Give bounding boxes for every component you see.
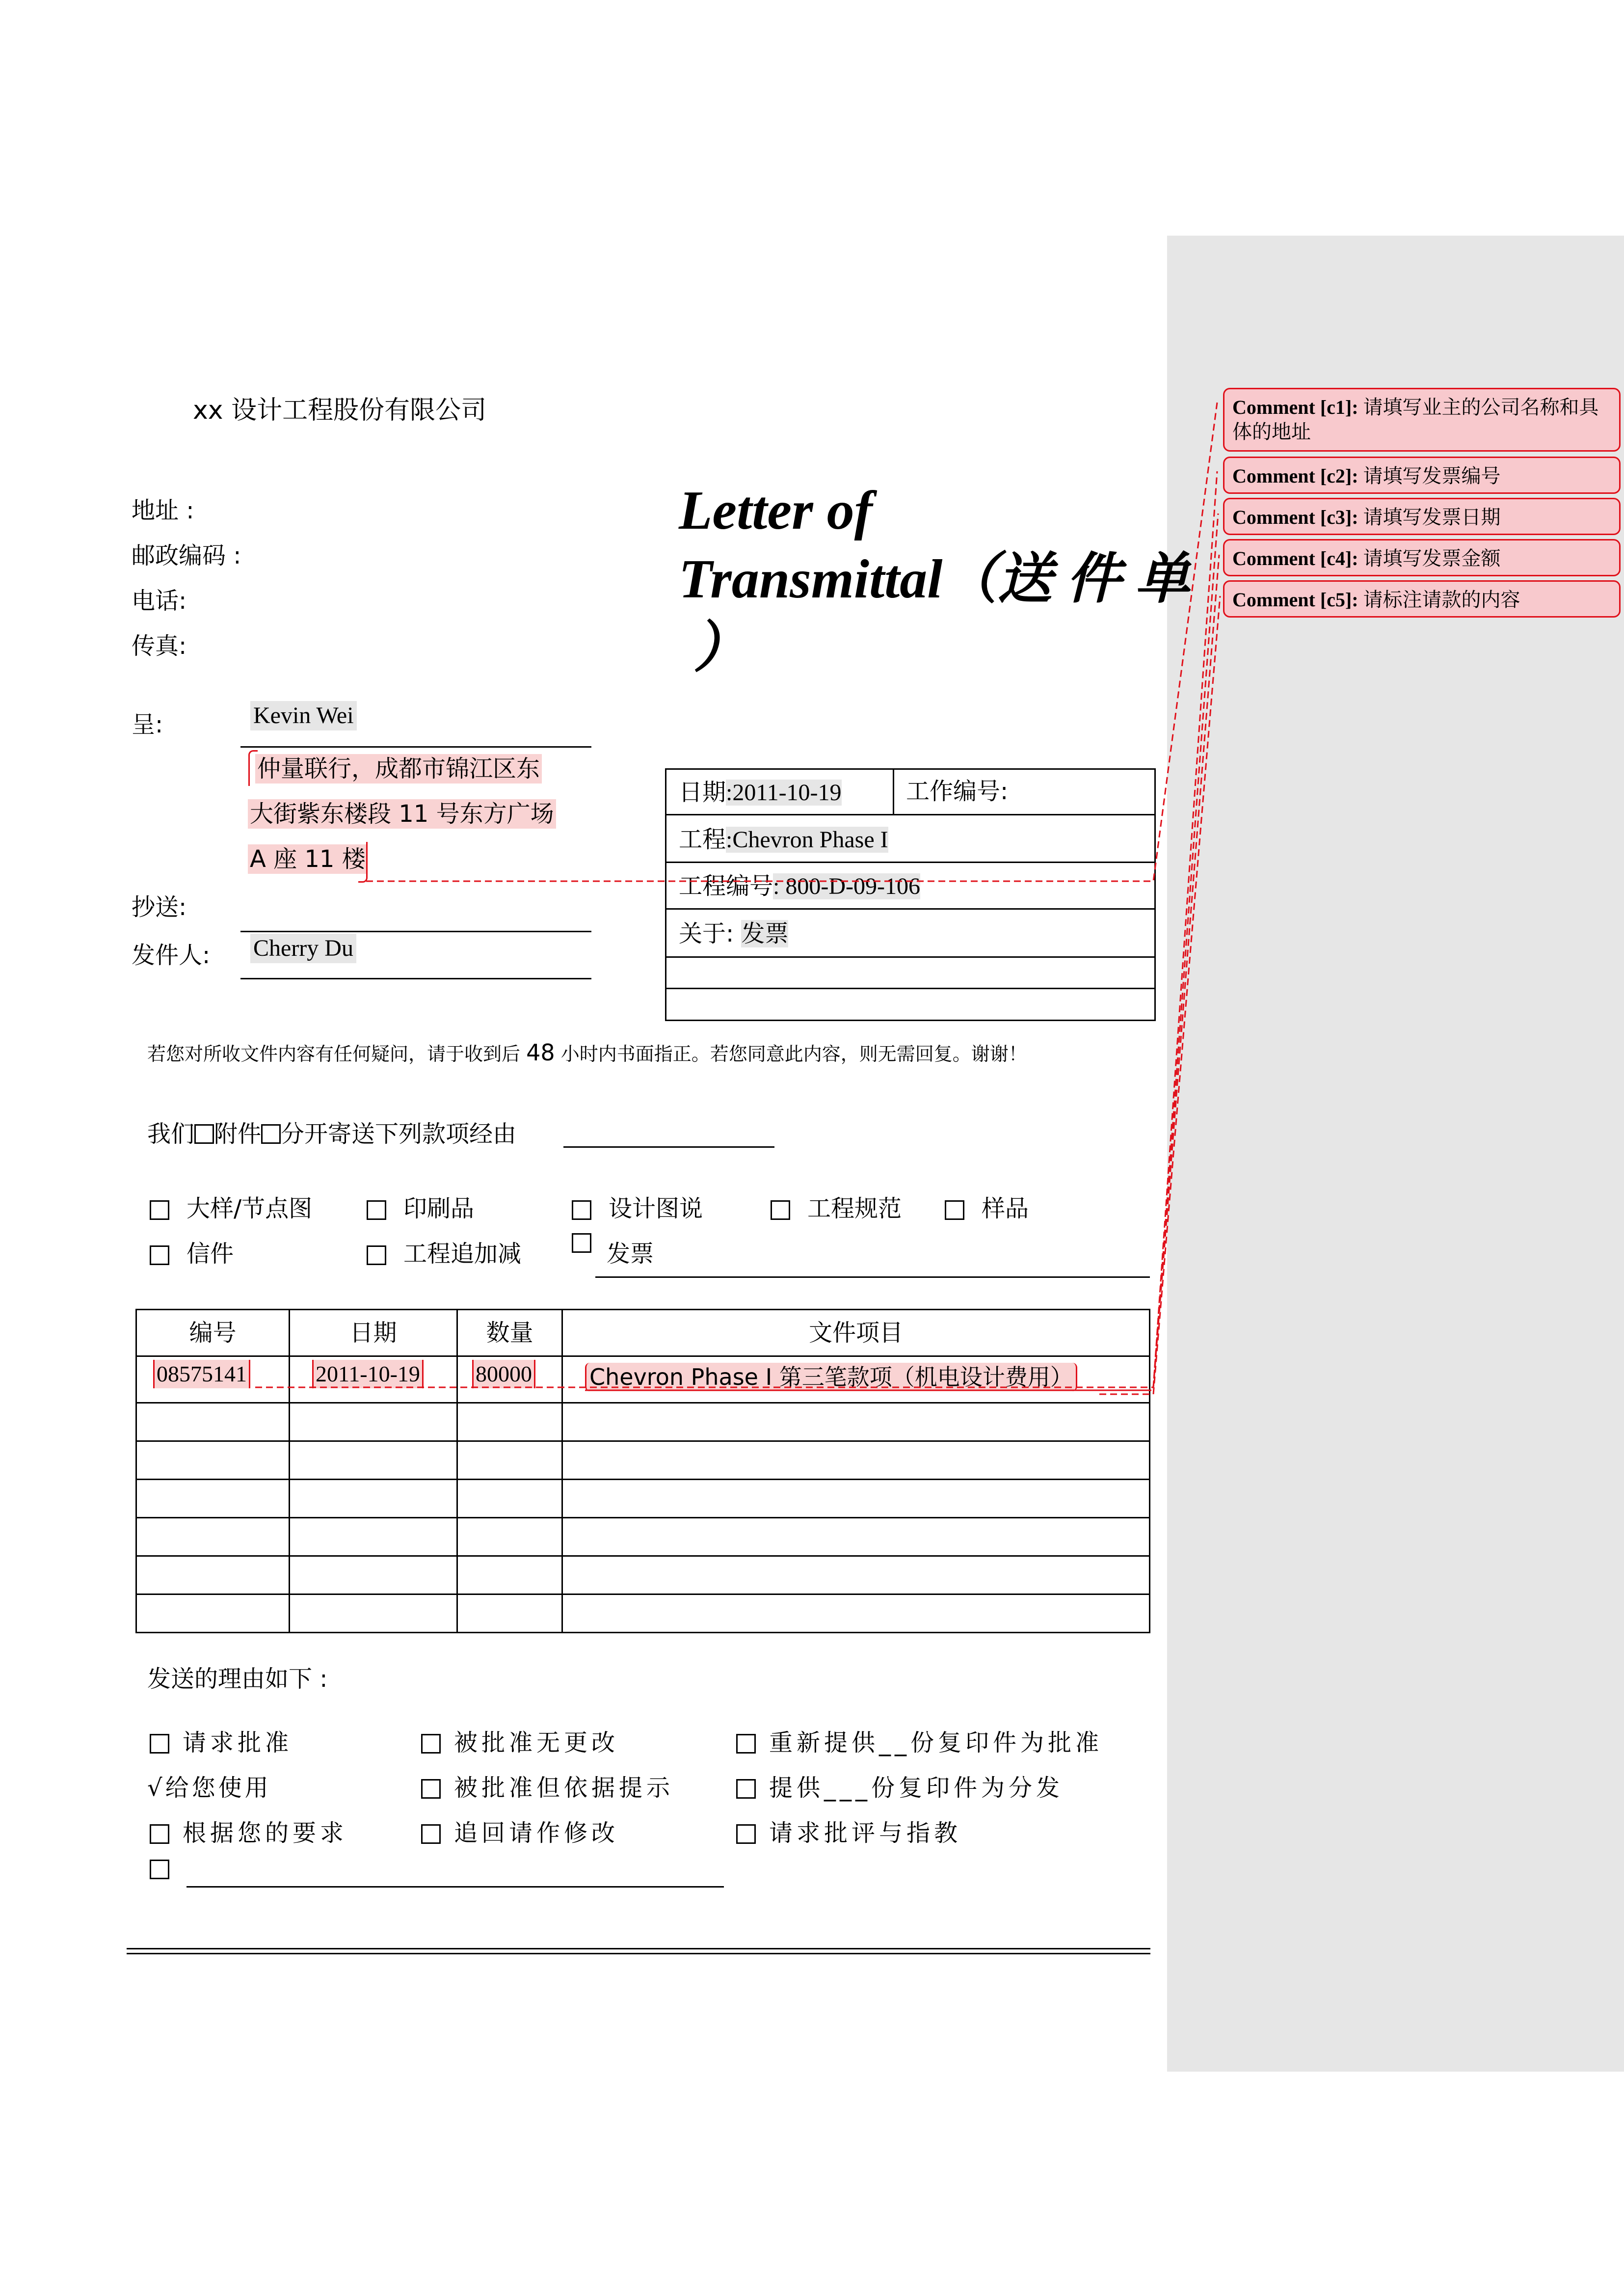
send-via-underline [563, 1146, 774, 1148]
from-label: 发件人: [132, 942, 211, 969]
document-table [135, 1309, 1150, 1633]
table-cell [290, 1480, 457, 1518]
table-cell [290, 1403, 457, 1441]
table-header-number: 编号 [136, 1310, 290, 1356]
item-f-checkbox[interactable] [150, 1245, 169, 1265]
phone-label: 电话: [132, 587, 187, 615]
table-cell [457, 1594, 562, 1633]
info-job-no-label: 工作编号: [906, 778, 1009, 805]
doc-title [679, 476, 1190, 682]
info-about-label: 关于: [679, 920, 742, 947]
table-cell [136, 1518, 290, 1556]
item-b-label: 印刷品 [403, 1195, 475, 1222]
comment-c4-text: 请填写发票金额 [1363, 547, 1501, 569]
table-cell [457, 1518, 562, 1556]
info-date-value[interactable]: :2011-10-19 [726, 780, 842, 806]
doc-title-line2: Transmittal（送 件 单 [679, 549, 1190, 610]
item-g-label: 工程追加减 [403, 1240, 522, 1268]
table-row [136, 1480, 1150, 1518]
item-e-label: 样品 [982, 1195, 1029, 1222]
table-cell [136, 1480, 290, 1518]
comment-c5-text: 请标注请款的内容 [1363, 589, 1520, 611]
reason-2-label: 被批准无更改 [454, 1729, 619, 1756]
table-cell [457, 1480, 562, 1518]
table-cell [457, 1556, 562, 1594]
notice-post: 小时内书面指正。若您同意此内容，则无需回复。谢谢！ [560, 1043, 1027, 1065]
reason-3-checkbox[interactable] [736, 1734, 756, 1754]
table-row [136, 1441, 1150, 1480]
info-box-row-line [665, 908, 1156, 910]
table-cell [562, 1480, 1150, 1518]
send-line [147, 1119, 516, 1149]
comment-c1[interactable] [1223, 388, 1621, 452]
table-row [136, 1403, 1150, 1441]
item-d-label: 工程规范 [807, 1195, 902, 1222]
reason-5-label: 被批准但依据提示 [454, 1774, 674, 1802]
table-cell [562, 1594, 1150, 1633]
reason-1-label: 请求批准 [183, 1729, 293, 1756]
info-box-row-line [665, 862, 1156, 863]
reason-9-checkbox[interactable] [736, 1824, 756, 1844]
attach-checkbox[interactable] [194, 1124, 214, 1144]
footer-rule-top [127, 1948, 1150, 1949]
reason-6-checkbox[interactable] [736, 1779, 756, 1799]
notice-text [147, 1040, 1027, 1067]
info-box-row-line [665, 956, 1156, 958]
table-cell [136, 1594, 290, 1633]
item-h-checkbox[interactable] [572, 1233, 591, 1253]
info-about [679, 919, 788, 948]
reason-8-checkbox[interactable] [421, 1824, 441, 1844]
comment-c5[interactable] [1223, 580, 1621, 618]
reason-9-label: 请求批评与指教 [769, 1819, 962, 1847]
reason-3-label: 重新提供__份复印件为批准 [769, 1729, 1103, 1756]
reason-5-checkbox[interactable] [421, 1779, 441, 1799]
info-project-no [679, 871, 920, 901]
info-box-row-line [665, 988, 1156, 989]
from-name[interactable]: Cherry Du [250, 934, 356, 963]
item-c-checkbox[interactable] [572, 1200, 591, 1220]
comment-c5-tag: Comment [c5]: [1232, 589, 1358, 611]
comment-c2-tag: Comment [c2]: [1232, 465, 1358, 487]
table-cell [290, 1556, 457, 1594]
comment-c1-text: 请填写业主的公司名称和具体的地址 [1232, 396, 1599, 443]
table-cell [562, 1403, 1150, 1441]
send-we: 我们 [147, 1120, 195, 1148]
item-a-label: 大样/节点图 [186, 1195, 313, 1222]
notice-pre: 若您对所收文件内容有任何疑问，请于收到后 [147, 1043, 521, 1065]
send-separate: 分开寄送下列款项经由 [281, 1120, 517, 1148]
info-date-label: 日期 [679, 779, 726, 806]
cc-underline [240, 931, 591, 932]
table-cell [136, 1403, 290, 1441]
item-h-label: 发票 [607, 1240, 654, 1268]
reason-7-label: 根据您的要求 [183, 1819, 348, 1847]
comment-c1-tag: Comment [c1]: [1232, 396, 1358, 418]
comment-c3-text: 请填写发票日期 [1363, 506, 1501, 528]
table-row [136, 1594, 1150, 1633]
item-b-checkbox[interactable] [367, 1200, 386, 1220]
info-about-value[interactable]: 发票 [741, 920, 789, 947]
reason-2-checkbox[interactable] [421, 1734, 441, 1754]
reason-1-checkbox[interactable] [150, 1734, 169, 1754]
address-label: 地址 : [132, 497, 194, 524]
table-header-qty: 数量 [457, 1310, 562, 1356]
reason-4-label: √给您使用 [147, 1774, 271, 1802]
item-g-checkbox[interactable] [367, 1245, 386, 1265]
reason-8-label: 追回请作修改 [454, 1819, 619, 1847]
info-box-row-line [665, 814, 1156, 815]
to-address-line2[interactable]: 大街紫东楼段 11 号东方广场 [248, 799, 556, 829]
doc-title-line3: ） [693, 618, 748, 678]
company-name: xx 设计工程股份有限公司 [193, 396, 487, 425]
table-row [136, 1556, 1150, 1594]
table-row [136, 1518, 1150, 1556]
row1-item[interactable]: Chevron Phase I 第三笔款项（机电设计费用） [585, 1363, 1077, 1391]
table-cell [136, 1556, 290, 1594]
postal-code-label: 邮政编码 : [132, 542, 241, 569]
comment-c4-tag: Comment [c4]: [1232, 547, 1358, 569]
table-cell [290, 1594, 457, 1633]
info-project-label: 工程 [679, 826, 726, 853]
comment-c3-tag: Comment [c3]: [1232, 506, 1358, 528]
info-project-value[interactable]: :Chevron Phase I [726, 827, 888, 853]
to-label: 呈: [132, 711, 163, 738]
to-name[interactable]: Kevin Wei [250, 701, 357, 730]
table-header-date: 日期 [290, 1310, 457, 1356]
reason-7-checkbox[interactable] [150, 1824, 169, 1844]
doc-title-line1: Letter of [679, 480, 873, 541]
row1-qty[interactable]: 80000 [472, 1360, 535, 1388]
reasons-title: 发送的理由如下 : [147, 1665, 328, 1693]
row1-date[interactable]: 2011-10-19 [312, 1360, 424, 1388]
item-other-underline [595, 1276, 1150, 1278]
comment-c4[interactable] [1223, 539, 1621, 576]
fax-label: 传真: [132, 632, 187, 660]
item-a-checkbox[interactable] [150, 1200, 169, 1220]
comment-c3[interactable] [1223, 498, 1621, 535]
notice-hours: 48 [526, 1039, 555, 1066]
info-date [679, 778, 842, 808]
table-cell [457, 1441, 562, 1480]
item-f-label: 信件 [186, 1240, 234, 1268]
comment-c2-text: 请填写发票编号 [1363, 465, 1501, 487]
to-name-underline [240, 746, 591, 748]
info-box-vdivider [893, 768, 894, 815]
reason-other-checkbox[interactable] [150, 1860, 169, 1879]
from-underline [240, 978, 591, 979]
info-project-no-label: 工程编号 [679, 872, 773, 900]
table-cell [562, 1518, 1150, 1556]
footer-rule-bottom [127, 1953, 1150, 1954]
item-c-label: 设计图说 [609, 1195, 703, 1222]
to-address-line1[interactable]: 仲量联行，成都市锦江区东 [255, 754, 542, 783]
item-e-checkbox[interactable] [945, 1200, 964, 1220]
table-header-item: 文件项目 [562, 1310, 1150, 1356]
info-project [679, 825, 888, 855]
table-cell [562, 1441, 1150, 1480]
reason-6-label: 提供___份复印件为分发 [769, 1774, 1064, 1802]
reason-other-underline [186, 1886, 724, 1888]
table-cell [290, 1518, 457, 1556]
comment-c1-bracket [248, 750, 258, 786]
comment-c2[interactable] [1223, 457, 1621, 494]
table-cell [290, 1441, 457, 1480]
table-cell [457, 1403, 562, 1441]
item-d-checkbox[interactable] [771, 1200, 790, 1220]
table-cell [562, 1556, 1150, 1594]
to-address-line3[interactable]: A 座 11 楼 [248, 844, 368, 874]
cc-label: 抄送: [132, 893, 187, 921]
send-attach: 附件 [214, 1120, 262, 1148]
table-cell [136, 1441, 290, 1480]
row1-number[interactable]: 08575141 [153, 1360, 250, 1388]
info-project-no-value[interactable]: : 800-D-09-106 [773, 873, 920, 899]
separate-checkbox[interactable] [261, 1124, 281, 1144]
comment-c1-bracket-end [358, 842, 368, 883]
